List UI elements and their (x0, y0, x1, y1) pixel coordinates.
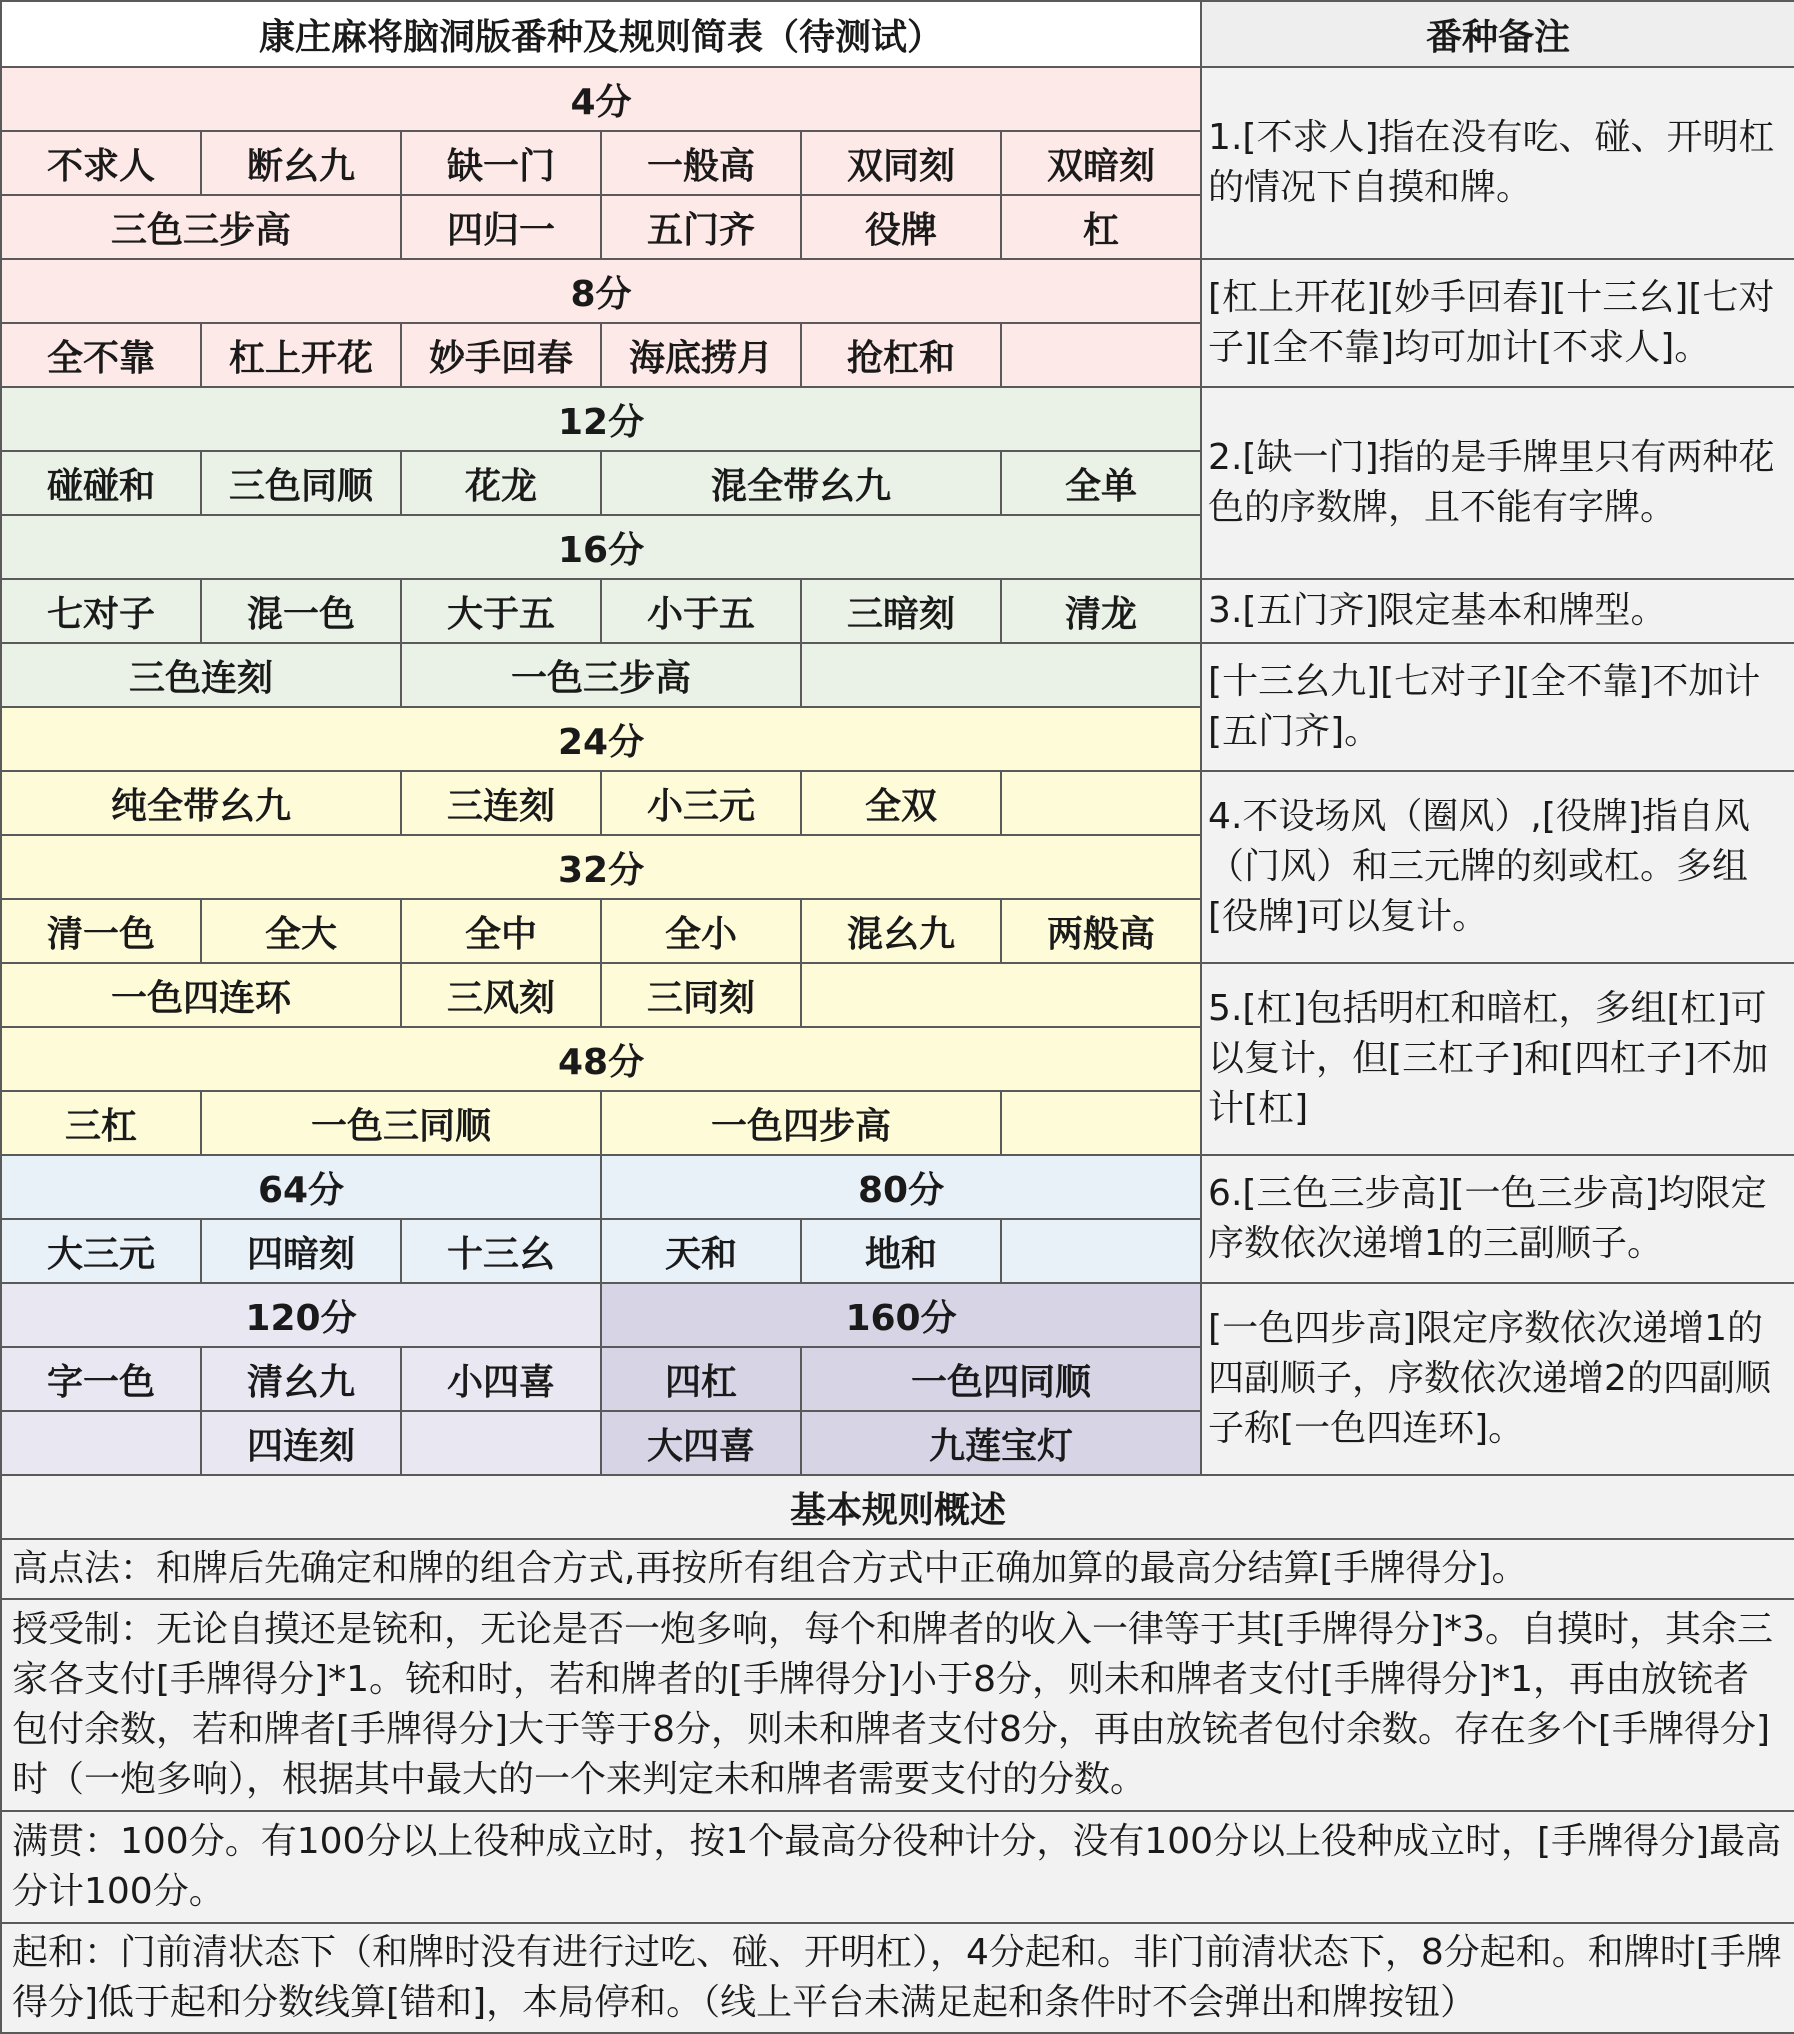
yaku-cell: 大四喜 (601, 1411, 801, 1475)
yaku-cell: 地和 (801, 1219, 1001, 1283)
yaku-cell: 四杠 (601, 1347, 801, 1411)
tier-label-16: 16分 (1, 515, 1201, 579)
tier-label-4: 4分 (1, 67, 1201, 131)
yaku-cell: 三风刻 (401, 963, 601, 1027)
empty-cell (1001, 771, 1201, 835)
yaku-cell: 清龙 (1001, 579, 1201, 643)
tier-label-8: 8分 (1, 259, 1201, 323)
yaku-cell: 字一色 (1, 1347, 201, 1411)
note-1: 1.[不求人]指在没有吃、碰、开明杠的情况下自摸和牌。 (1201, 67, 1794, 259)
yaku-cell: 天和 (601, 1219, 801, 1283)
note-5: 5.[杠]包括明杠和暗杠，多组[杠]可以复计，但[三杠子]和[四杠子]不加计[杠] (1201, 963, 1794, 1155)
yaku-cell: 花龙 (401, 451, 601, 515)
empty-cell (801, 963, 1201, 1027)
yaku-cell: 全双 (801, 771, 1001, 835)
yaku-cell: 一色三步高 (401, 643, 801, 707)
yaku-cell: 混一色 (201, 579, 401, 643)
empty-cell (1001, 1219, 1201, 1283)
tier-label-32: 32分 (1, 835, 1201, 899)
rule-payment: 授受制：无论自摸还是铳和，无论是否一炮多响，每个和牌者的收入一律等于其[手牌得分]*3。自摸时，其余三家各支付[手牌得分]*1。铳和时，若和牌者的[手牌得分]小于8分，则未和牌者支付[手牌得分]*1，再由放铳者包付余数，若和牌者[手牌得分]大于等于8分，则未和牌者支付8分，再由放铳者包付余数。存在多个[手牌得分]时（一炮多响），根据其中最大的一个来判定未和牌者需要支付的分数。 (1, 1599, 1794, 1811)
note-6b: [一色四步高]限定序数依次递增1的四副顺子，序数依次递增2的四副顺子称[一色四连环]。 (1201, 1283, 1794, 1475)
yaku-cell: 碰碰和 (1, 451, 201, 515)
note-6: 6.[三色三步高][一色三步高]均限定序数依次递增1的三副顺子。 (1201, 1155, 1794, 1283)
yaku-cell: 一色三同顺 (201, 1091, 601, 1155)
yaku-cell: 清幺九 (201, 1347, 401, 1411)
yaku-cell: 一般高 (601, 131, 801, 195)
empty-cell (401, 1411, 601, 1475)
yaku-cell: 一色四连环 (1, 963, 401, 1027)
yaku-cell: 三杠 (1, 1091, 201, 1155)
yaku-cell: 抢杠和 (801, 323, 1001, 387)
yaku-cell: 大三元 (1, 1219, 201, 1283)
yaku-cell: 九莲宝灯 (801, 1411, 1201, 1475)
tier-label-120: 120分 (1, 1283, 601, 1347)
yaku-cell: 混幺九 (801, 899, 1001, 963)
rules-title: 基本规则概述 (1, 1475, 1794, 1539)
yaku-cell: 两般高 (1001, 899, 1201, 963)
yaku-cell: 海底捞月 (601, 323, 801, 387)
yaku-cell: 全大 (201, 899, 401, 963)
yaku-cell: 双暗刻 (1001, 131, 1201, 195)
yaku-cell: 断幺九 (201, 131, 401, 195)
notes-title: 番种备注 (1201, 1, 1794, 67)
yaku-cell: 十三幺 (401, 1219, 601, 1283)
tier-label-64: 64分 (1, 1155, 601, 1219)
table-title: 康庄麻将脑洞版番种及规则简表（待测试） (1, 1, 1201, 67)
yaku-cell: 七对子 (1, 579, 201, 643)
yaku-cell: 三色三步高 (1, 195, 401, 259)
tier-label-24: 24分 (1, 707, 1201, 771)
empty-cell (801, 643, 1201, 707)
yaku-cell: 缺一门 (401, 131, 601, 195)
yaku-cell: 四归一 (401, 195, 601, 259)
yaku-cell: 三连刻 (401, 771, 601, 835)
note-1b: [杠上开花][妙手回春][十三幺][七对子][全不靠]均可加计[不求人]。 (1201, 259, 1794, 387)
yaku-cell: 五门齐 (601, 195, 801, 259)
tier-label-12: 12分 (1, 387, 1201, 451)
yaku-cell: 全不靠 (1, 323, 201, 387)
yaku-cell: 四暗刻 (201, 1219, 401, 1283)
note-3: 3.[五门齐]限定基本和牌型。 (1201, 579, 1794, 643)
empty-cell (1001, 1091, 1201, 1155)
yaku-cell: 清一色 (1, 899, 201, 963)
rule-mangan: 满贯：100分。有100分以上役种成立时，按1个最高分役种计分，没有100分以上役种成立时，[手牌得分]最高分计100分。 (1, 1811, 1794, 1923)
yaku-cell: 全中 (401, 899, 601, 963)
rule-minimum: 起和：门前清状态下（和牌时没有进行过吃、碰、开明杠），4分起和。非门前清状态下，8分起和。和牌时[手牌得分]低于起和分数线算[错和]，本局停和。（线上平台未满足起和条件时不会弹出和牌按钮） (1, 1923, 1794, 2033)
yaku-cell: 小于五 (601, 579, 801, 643)
yaku-cell: 一色四步高 (601, 1091, 1001, 1155)
note-2: 2.[缺一门]指的是手牌里只有两种花色的序数牌，且不能有字牌。 (1201, 387, 1794, 579)
empty-cell (1001, 323, 1201, 387)
yaku-cell: 大于五 (401, 579, 601, 643)
yaku-cell: 一色四同顺 (801, 1347, 1201, 1411)
tier-label-80: 80分 (601, 1155, 1201, 1219)
yaku-cell: 三色连刻 (1, 643, 401, 707)
yaku-cell: 全单 (1001, 451, 1201, 515)
yaku-cell: 杠上开花 (201, 323, 401, 387)
tier-label-48: 48分 (1, 1027, 1201, 1091)
yaku-cell: 杠 (1001, 195, 1201, 259)
yaku-cell: 全小 (601, 899, 801, 963)
yaku-cell: 双同刻 (801, 131, 1001, 195)
empty-cell (1, 1411, 201, 1475)
yaku-cell: 小四喜 (401, 1347, 601, 1411)
note-3b: [十三幺九][七对子][全不靠]不加计[五门齐]。 (1201, 643, 1794, 771)
yaku-cell: 三同刻 (601, 963, 801, 1027)
note-4: 4.不设场风（圈风）,[役牌]指自风（门风）和三元牌的刻或杠。多组[役牌]可以复计。 (1201, 771, 1794, 963)
yaku-cell: 纯全带幺九 (1, 771, 401, 835)
yaku-cell: 役牌 (801, 195, 1001, 259)
yaku-cell: 不求人 (1, 131, 201, 195)
yaku-cell: 三色同顺 (201, 451, 401, 515)
yaku-cell: 混全带幺九 (601, 451, 1001, 515)
yaku-cell: 妙手回春 (401, 323, 601, 387)
rule-high-point: 高点法：和牌后先确定和牌的组合方式,再按所有组合方式中正确加算的最高分结算[手牌得分]。 (1, 1539, 1794, 1599)
tier-label-160: 160分 (601, 1283, 1201, 1347)
yaku-cell: 小三元 (601, 771, 801, 835)
yaku-cell: 三暗刻 (801, 579, 1001, 643)
yaku-cell: 四连刻 (201, 1411, 401, 1475)
